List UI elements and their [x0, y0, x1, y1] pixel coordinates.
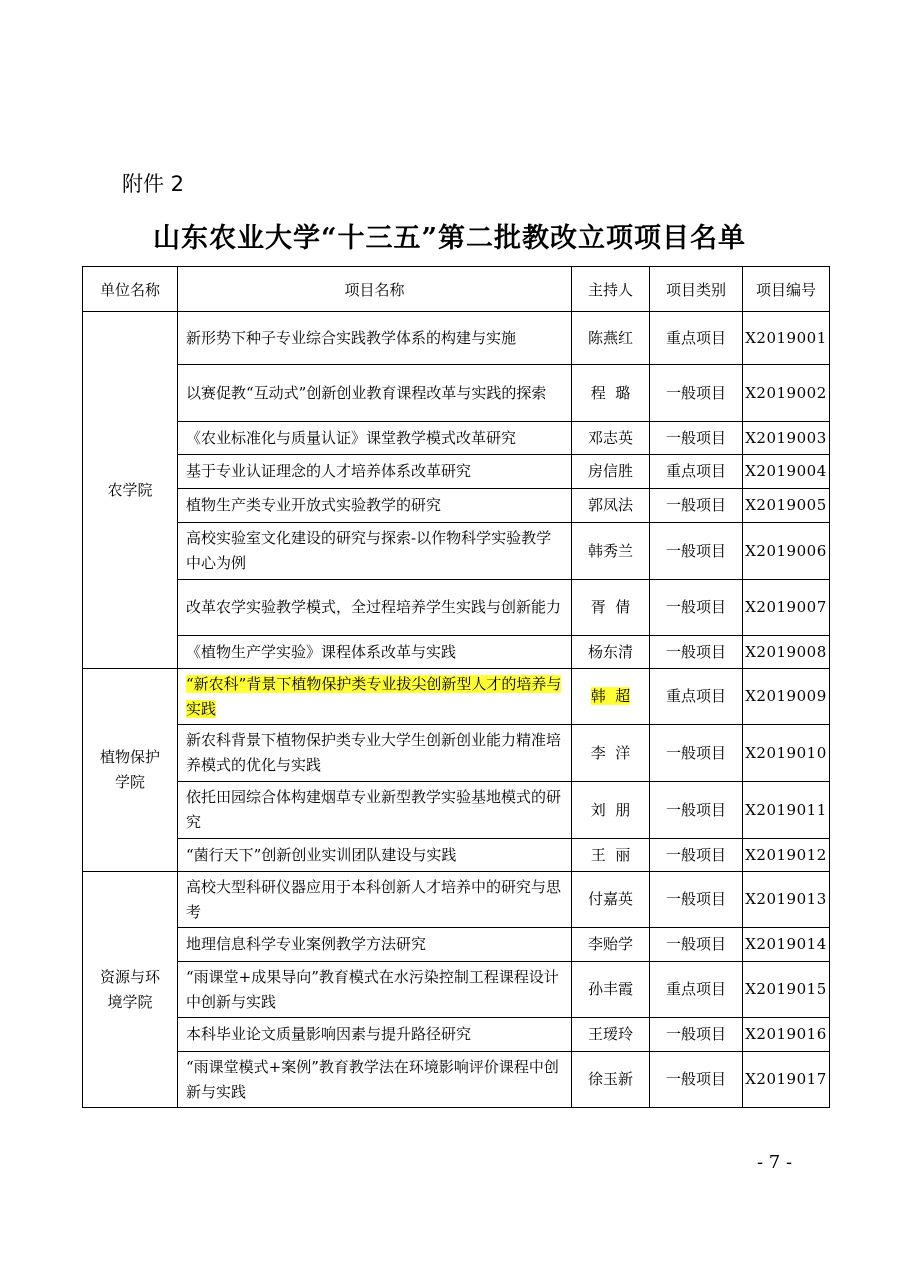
- host-text: 房信胜: [587, 462, 633, 480]
- host-text: 李贻学: [587, 935, 633, 953]
- host-cell: [572, 580, 650, 636]
- table-row: [83, 580, 830, 636]
- host-text: 程 璐: [590, 383, 631, 402]
- host-cell: [572, 962, 650, 1018]
- category-cell: 一般项目: [650, 365, 743, 422]
- host-cell: [572, 312, 650, 365]
- host-cell: [572, 455, 650, 489]
- header-project: 项目名称: [178, 267, 572, 312]
- project-name-cell: [178, 455, 572, 489]
- category-cell: 一般项目: [650, 636, 743, 669]
- host-text: 陈燕红: [587, 328, 633, 347]
- category-cell: 重点项目: [650, 962, 743, 1018]
- table-row: [83, 365, 830, 422]
- category-cell: 重点项目: [650, 455, 743, 489]
- project-code-cell: X2019014: [743, 928, 830, 962]
- project-code-cell: X2019005: [743, 489, 830, 523]
- table-row: [83, 1052, 830, 1108]
- host-cell: [572, 725, 650, 782]
- project-name-cell: [178, 839, 572, 872]
- category-cell: 一般项目: [650, 725, 743, 782]
- project-code-cell: X2019007: [743, 580, 830, 636]
- project-name-text: 本科毕业论文质量影响因素与提升路径研究: [186, 1025, 472, 1043]
- project-name-text: 新形势下种子专业综合实践教学体系的构建与实施: [186, 328, 517, 347]
- project-name-cell: [178, 422, 572, 455]
- unit-name-cell: 农学院: [83, 312, 178, 669]
- table-row: [83, 962, 830, 1018]
- host-text: 王瑷玲: [587, 1025, 633, 1043]
- document-title: 山东农业大学“十三五”第二批教改立项项目名单: [152, 223, 747, 254]
- project-code-cell: X2019006: [743, 523, 830, 580]
- project-code-cell: X2019015: [743, 962, 830, 1018]
- project-table: [82, 266, 830, 1108]
- host-cell: [572, 365, 650, 422]
- host-cell: [572, 523, 650, 580]
- project-name-cell: [178, 523, 572, 580]
- project-code-cell: X2019013: [743, 872, 830, 928]
- project-code-cell: X2019017: [743, 1052, 830, 1108]
- project-code-cell: X2019016: [743, 1018, 830, 1052]
- project-code-cell: X2019011: [743, 782, 830, 839]
- host-text: 孙丰霞: [587, 980, 633, 998]
- project-name-text: 高校实验室文化建设的研究与探索-以作物科学实验教学中心为例: [186, 529, 552, 572]
- project-name-text: 依托田园综合体构建烟草专业新型教学实验基地模式的研究: [186, 788, 562, 831]
- header-unit: 单位名称: [83, 267, 178, 312]
- category-cell: 一般项目: [650, 422, 743, 455]
- table-row: [83, 782, 830, 839]
- project-name-cell: [178, 489, 572, 523]
- project-code-cell: X2019004: [743, 455, 830, 489]
- table-row: [83, 725, 830, 782]
- header-code: 项目编号: [743, 267, 830, 312]
- category-cell: 一般项目: [650, 1018, 743, 1052]
- project-code-cell: X2019009: [743, 669, 830, 725]
- project-name-text: 高校大型科研仪器应用于本科创新人才培养中的研究与思考: [186, 877, 562, 921]
- project-name-cell: [178, 928, 572, 962]
- project-name-cell: [178, 669, 572, 725]
- header-host: 主持人: [572, 267, 650, 312]
- table-row: [83, 312, 830, 365]
- project-name-text: 以赛促教“互动式”创新创业教育课程改革与实践的探索: [186, 383, 547, 402]
- project-name-text: 地理信息科学专业案例教学方法研究: [186, 935, 427, 953]
- host-text: 杨东清: [587, 642, 633, 661]
- header-category: 项目类别: [650, 267, 743, 312]
- project-name-text: 改革农学实验教学模式，全过程培养学生实践与创新能力: [186, 598, 562, 616]
- table-row: [83, 839, 830, 872]
- project-name-text: “雨课堂模式+案例”教育教学法在环境影响评价课程中创新与实践: [186, 1057, 559, 1101]
- host-cell: [572, 928, 650, 962]
- project-code-cell: X2019002: [743, 365, 830, 422]
- category-cell: 一般项目: [650, 782, 743, 839]
- host-text: 邓志英: [587, 428, 633, 447]
- project-name-cell: [178, 725, 572, 782]
- table-header-row: [83, 267, 830, 312]
- host-cell: [572, 872, 650, 928]
- host-cell: [572, 489, 650, 523]
- project-name-text: 《农业标准化与质量认证》课堂教学模式改革研究: [186, 428, 517, 447]
- attachment-label: 附件 2: [122, 172, 185, 196]
- project-name-cell: [178, 872, 572, 928]
- table-row: [83, 872, 830, 928]
- table-row: [83, 636, 830, 669]
- category-cell: 一般项目: [650, 489, 743, 523]
- project-name-cell: [178, 636, 572, 669]
- host-cell: [572, 422, 650, 455]
- category-cell: 一般项目: [650, 872, 743, 928]
- project-name-cell: [178, 962, 572, 1018]
- project-name-text: “雨课堂+成果导向”教育模式在水污染控制工程课程设计中创新与实践: [186, 967, 559, 1011]
- unit-name-cell: 植物保护学院: [83, 669, 178, 872]
- category-cell: 一般项目: [650, 928, 743, 962]
- host-cell: [572, 839, 650, 872]
- page-number: - 7 -: [757, 1152, 793, 1173]
- project-name-text: 新农科背景下植物保护类专业大学生创新创业能力精准培养模式的优化与实践: [186, 731, 562, 774]
- project-name-cell: [178, 1018, 572, 1052]
- host-cell: [572, 636, 650, 669]
- table-row: [83, 1018, 830, 1052]
- host-text: 李 洋: [590, 743, 631, 762]
- host-text: 韩秀兰: [587, 541, 633, 560]
- project-name-text: “菌行天下”创新创业实训团队建设与实践: [186, 845, 457, 864]
- host-cell: [572, 1018, 650, 1052]
- host-cell: [572, 782, 650, 839]
- host-cell: [572, 1052, 650, 1108]
- project-name-text: 基于专业认证理念的人才培养体系改革研究: [186, 462, 472, 480]
- table-row: [83, 489, 830, 523]
- project-name-cell: [178, 580, 572, 636]
- project-code-cell: X2019003: [743, 422, 830, 455]
- host-text: 胥 倩: [590, 598, 631, 616]
- project-code-cell: X2019012: [743, 839, 830, 872]
- category-cell: 一般项目: [650, 839, 743, 872]
- host-text: 付嘉英: [587, 890, 633, 908]
- table-row: [83, 455, 830, 489]
- project-name-cell: [178, 782, 572, 839]
- host-text: 韩 超: [590, 687, 631, 705]
- category-cell: 重点项目: [650, 669, 743, 725]
- host-cell: [572, 669, 650, 725]
- host-text: 郭凤法: [587, 496, 633, 514]
- category-cell: 一般项目: [650, 580, 743, 636]
- unit-name-cell: 资源与环境学院: [83, 872, 178, 1108]
- table-row: [83, 422, 830, 455]
- project-name-cell: [178, 1052, 572, 1108]
- project-code-cell: X2019001: [743, 312, 830, 365]
- project-name-text: 《植物生产学实验》课程体系改革与实践: [186, 642, 457, 661]
- project-name-text: 植物生产类专业开放式实验教学的研究: [186, 496, 442, 514]
- project-name-cell: [178, 312, 572, 365]
- category-cell: 重点项目: [650, 312, 743, 365]
- category-cell: 一般项目: [650, 1052, 743, 1108]
- table-row: [83, 669, 830, 725]
- host-text: 刘 朋: [590, 800, 631, 819]
- table-row: [83, 523, 830, 580]
- project-code-cell: X2019010: [743, 725, 830, 782]
- project-name-text: “新农科”背景下植物保护类专业拔尖创新型人才的培养与实践: [186, 674, 562, 718]
- host-text: 徐玉新: [587, 1070, 633, 1088]
- project-code-cell: X2019008: [743, 636, 830, 669]
- table-row: [83, 928, 830, 962]
- host-text: 王 丽: [590, 845, 631, 864]
- project-name-cell: [178, 365, 572, 422]
- category-cell: 一般项目: [650, 523, 743, 580]
